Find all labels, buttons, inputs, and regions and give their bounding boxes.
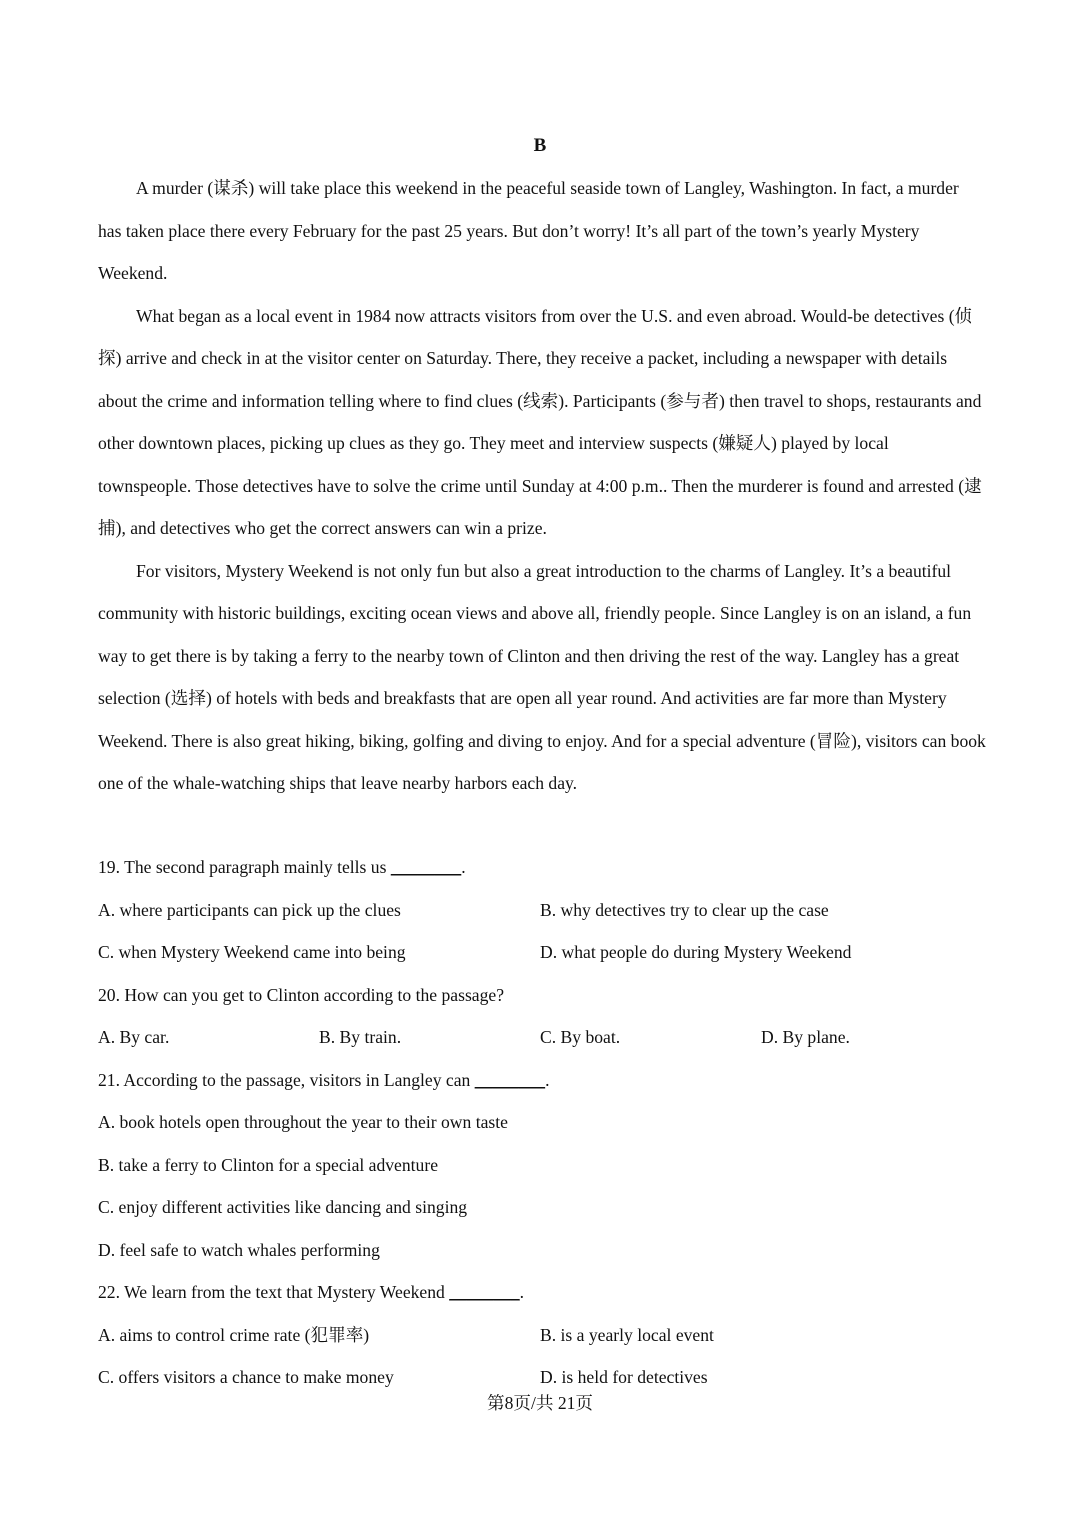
question-21-option-c[interactable]: C. enjoy different activities like dancing and singing — [98, 1197, 468, 1217]
question-22-option-c[interactable]: C. offers visitors a chance to make money — [98, 1367, 394, 1387]
question-22-stem: 22. We learn from the text that Mystery Weekend — [98, 1282, 445, 1302]
page-number-footer: 第8页/共 21页 — [486, 1393, 594, 1413]
question-21-option-a[interactable]: A. book hotels open throughout the year to their own taste — [98, 1112, 508, 1132]
answer-blank: ________ — [449, 1282, 520, 1302]
question-22: 22. We learn from the text that Mystery Weekend ________. — [98, 1282, 525, 1302]
question-20-options-row — [98, 1016, 986, 1059]
passage-paragraph-1: A murder (谋杀) will take place this weekend in the peaceful seaside town of Langley, Washington. In fact, a murder has taken place there every February for the past 25 years. But don’t worry! It’s all part of the town’s yearly Mystery Weekend. — [98, 178, 959, 283]
question-22-option-b[interactable]: B. is a yearly local event — [540, 1324, 714, 1345]
question-20-option-c[interactable]: C. By boat. — [540, 1027, 621, 1047]
question-19-option-a[interactable]: A. where participants can pick up the clues — [98, 899, 401, 920]
reading-passage — [98, 167, 986, 805]
question-22-option-a[interactable]: A. aims to control crime rate (犯罪率) — [98, 1324, 370, 1345]
question-19-option-b[interactable]: B. why detectives try to clear up the case — [540, 899, 829, 920]
question-19-option-c[interactable]: C. when Mystery Weekend came into being — [98, 942, 406, 962]
question-20-option-d[interactable]: D. By plane. — [761, 1027, 850, 1047]
question-20-option-a[interactable]: A. By car. — [98, 1027, 170, 1047]
question-21-option-b[interactable]: B. take a ferry to Clinton for a special adventure — [98, 1154, 439, 1175]
question-20-option-b[interactable]: B. By train. — [319, 1027, 402, 1047]
answer-blank: ________ — [390, 857, 462, 877]
question-19-options-row-1 — [98, 889, 986, 932]
question-21-stem: 21. According to the passage, visitors in Langley can — [98, 1069, 471, 1090]
passage-paragraph-3: For visitors, Mystery Weekend is not only fun but also a great introduction to the charms of Langley. It’s a beautiful community with historic buildings, exciting ocean views and above all, friendly people. Since Langley is on an island, a fun way to get there is by taking a ferry to the nearby town of Clinton and then driving the rest of the way. Langley has a great selection (选择) of hotels with beds and breakfasts that are open all year round. And activities are far more than Mystery Weekend. There is also great hiking, biking, golfing and diving to enjoy. And for a special adventure (冒险), visitors can book one of the whale-watching ships that leave nearby harbors each day. — [98, 560, 986, 793]
section-title: B — [533, 135, 547, 156]
question-21: 21. According to the passage, visitors in Langley can ________. — [98, 1069, 550, 1090]
question-19: 19. The second paragraph mainly tells us ________. — [98, 857, 466, 877]
question-list — [98, 846, 986, 1399]
answer-blank: ________ — [474, 1069, 546, 1090]
question-21-option-d[interactable]: D. feel safe to watch whales performing — [98, 1239, 380, 1260]
question-19-option-d[interactable]: D. what people do during Mystery Weekend — [540, 942, 852, 962]
question-19-options-row-2 — [98, 931, 986, 974]
passage-paragraph-2: What began as a local event in 1984 now attracts visitors from over the U.S. and even abroad. Would-be detectives (侦探) arrive and check in at the visitor center on Saturday. There, they receive a packet, including a newspaper with details about the crime and information telling where to find clues (线索). Participants (参与者) then travel to shops, restaurants and other downtown places, picking up clues as they go. They meet and interview suspects (嫌疑人) played by local townspeople. Those detectives have to solve the crime until Sunday at 4:00 p.m.. Then the murderer is found and arrested (逮捕), and detectives who get the correct answers can win a prize. — [98, 305, 982, 538]
question-20 — [98, 974, 986, 1017]
question-22-option-d[interactable]: D. is held for detectives — [540, 1367, 708, 1387]
question-20-stem: 20. How can you get to Clinton according to the passage? — [98, 984, 505, 1005]
question-22-options-row-1 — [98, 1314, 986, 1357]
question-19-stem: 19. The second paragraph mainly tells us — [98, 857, 387, 877]
